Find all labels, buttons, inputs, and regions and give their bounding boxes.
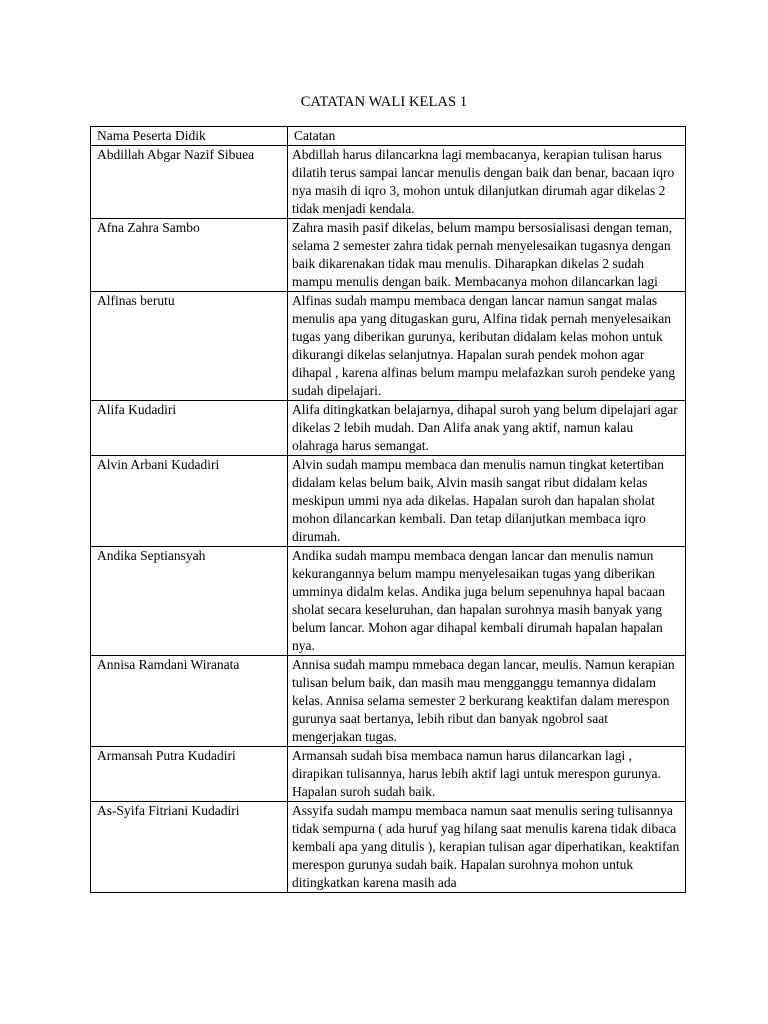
student-name-cell: Alfinas berutu xyxy=(91,292,288,401)
table-row xyxy=(91,547,686,656)
student-name-cell: Annisa Ramdani Wiranata xyxy=(91,656,288,747)
student-name-cell: Alifa Kudadiri xyxy=(91,401,288,456)
page-title: CATATAN WALI KELAS 1 xyxy=(300,94,468,110)
note-cell: Assyifa sudah mampu membaca namun saat menulis sering tulisannya tidak sempurna ( ada huruf yag hilang saat menulis karena tidak dibaca kembali apa yang ditulis ), kerapian tulisan agar diperhatikan, keaktifan merespon gurunya sudah baik. Hapalan surohnya mohon untuk ditingkatkan karena masih ada xyxy=(288,802,686,893)
table-row xyxy=(91,747,686,802)
note-cell: Abdillah harus dilancarkna lagi membacanya, kerapian tulisan harus dilatih terus sampai lancar menulis dengan baik dan benar, bacaan iqro nya masih di iqro 3, mohon untuk dilanjutkan dirumah agar dikelas 2 tidak menjadi kendala. xyxy=(288,146,686,219)
note-cell: Alfinas sudah mampu membaca dengan lancar namun sangat malas menulis apa yang ditugaskan guru, Alfina tidak pernah menyelesaikan tugas yang diberikan gurunya, keributan didalam kelas mohon untuk dikurangi dikelas selanjutnya. Hapalan surah pendek mohon agar dihapal , karena alfinas belum mampu melafazkan suroh pendeke yang sudah dipelajari. xyxy=(288,292,686,401)
student-notes-table xyxy=(90,126,686,893)
table-row xyxy=(91,219,686,292)
note-cell: Zahra masih pasif dikelas, belum mampu bersosialisasi dengan teman, selama 2 semester zahra tidak pernah menyelesaikan tugasnya dengan baik dikarenakan tidak mau menulis. Diharapkan dikelas 2 sudah mampu menulis dengan baik. Membacanya mohon dilancarkan lagi xyxy=(288,219,686,292)
student-name-cell: As-Syifa Fitriani Kudadiri xyxy=(91,802,288,893)
table-row xyxy=(91,146,686,219)
student-name-cell: Andika Septiansyah xyxy=(91,547,288,656)
student-name-cell: Armansah Putra Kudadiri xyxy=(91,747,288,802)
table-row xyxy=(91,401,686,456)
table-row xyxy=(91,292,686,401)
column-header-name: Nama Peserta Didik xyxy=(91,127,288,146)
student-name-cell: Abdillah Abgar Nazif Sibuea xyxy=(91,146,288,219)
table-row xyxy=(91,656,686,747)
student-name-cell: Afna Zahra Sambo xyxy=(91,219,288,292)
student-name-cell: Alvin Arbani Kudadiri xyxy=(91,456,288,547)
note-cell: Armansah sudah bisa membaca namun harus dilancarkan lagi , dirapikan tulisannya, harus lebih aktif lagi untuk merespon gurunya. Hapalan suroh sudah baik. xyxy=(288,747,686,802)
note-cell: Alifa ditingkatkan belajarnya, dihapal suroh yang belum dipelajari agar dikelas 2 lebih mudah. Dan Alifa anak yang aktif, namun kalau olahraga harus semangat. xyxy=(288,401,686,456)
table-row xyxy=(91,802,686,893)
note-cell: Andika sudah mampu membaca dengan lancar dan menulis namun kekurangannya belum mampu menyelesaikan tugas yang diberikan umminya didalm kelas. Andika juga belum sepenuhnya hapal bacaan sholat secara keseluruhan, dan hapalan surohnya masih banyak yang belum lancar. Mohon agar dihapal kembali dirumah hapalan hapalan nya. xyxy=(288,547,686,656)
column-header-note: Catatan xyxy=(288,127,686,146)
note-cell: Annisa sudah mampu mmebaca degan lancar, meulis. Namun kerapian tulisan belum baik, dan masih mau mengganggu temannya didalam kelas. Annisa selama semester 2 berkurang keaktifan dalam merespon gurunya saat bertanya, lebih ribut dan banyak ngobrol saat mengerjakan tugas. xyxy=(288,656,686,747)
table-header-row xyxy=(91,127,686,146)
note-cell: Alvin sudah mampu membaca dan menulis namun tingkat ketertiban didalam kelas belum baik, Alvin masih sangat ribut didalam kelas meskipun ummi nya ada dikelas. Hapalan suroh dan hapalan sholat mohon dilancarkan kembali. Dan tetap dilanjutkan membaca iqro dirumah. xyxy=(288,456,686,547)
table-row xyxy=(91,456,686,547)
